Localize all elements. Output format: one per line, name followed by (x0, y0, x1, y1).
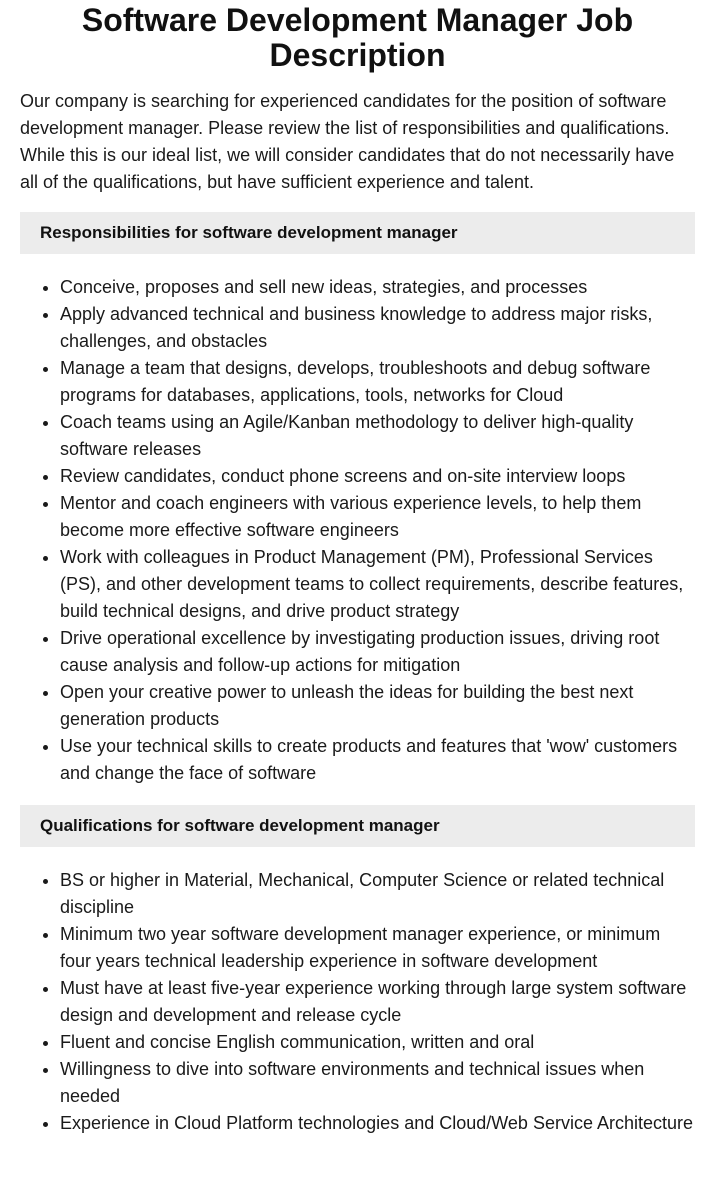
list-item: • Work with colleagues in Product Management (PM), Professional Services (PS), and other development teams to collect requirements, describe features, build technical designs, and drive product strategy (60, 544, 695, 625)
page-title: Software Development Manager Job Description (81, 2, 634, 73)
list-item: • BS or higher in Material, Mechanical, Computer Science or related technical discipline (60, 867, 695, 921)
responsibilities-heading: Responsibilities for software development manager (20, 212, 695, 254)
list-item: • Manage a team that designs, develops, troubleshoots and debug software programs for databases, applications, tools, networks for Cloud (60, 355, 695, 409)
list-item: • Open your creative power to unleash the ideas for building the best next generation products (60, 679, 695, 733)
list-item: • Apply advanced technical and business knowledge to address major risks, challenges, and obstacles (60, 301, 695, 355)
list-item: • Minimum two year software development manager experience, or minimum four years technical leadership experience in software development (60, 921, 695, 975)
list-item: • Willingness to dive into software environments and technical issues when needed (60, 1056, 695, 1110)
list-item: • Conceive, proposes and sell new ideas, strategies, and processes (60, 274, 695, 301)
list-item: • Use your technical skills to create products and features that 'wow' customers and change the face of software (60, 733, 695, 787)
responsibilities-list (20, 274, 695, 787)
list-item: • Mentor and coach engineers with various experience levels, to help them become more effective software engineers (60, 490, 695, 544)
list-item: • Drive operational excellence by investigating production issues, driving root cause analysis and follow-up actions for mitigation (60, 625, 695, 679)
list-item: • Review candidates, conduct phone screens and on-site interview loops (60, 463, 695, 490)
list-item: • Coach teams using an Agile/Kanban methodology to deliver high-quality software releases (60, 409, 695, 463)
intro-paragraph: Our company is searching for experienced candidates for the position of software development manager. Please review the list of responsibilities and qualifications. While this is our ideal list, we will consider candidates that do not necessarily have all of the qualifications, but have sufficient experience and talent. (20, 91, 675, 192)
list-item: • Experience in Cloud Platform technologies and Cloud/Web Service Architecture (60, 1110, 695, 1137)
qualifications-list (20, 867, 695, 1137)
list-item: • Fluent and concise English communication, written and oral (60, 1029, 695, 1056)
list-item: • Must have at least five-year experience working through large system software design and development and release cycle (60, 975, 695, 1029)
qualifications-heading: Qualifications for software development manager (20, 805, 695, 847)
